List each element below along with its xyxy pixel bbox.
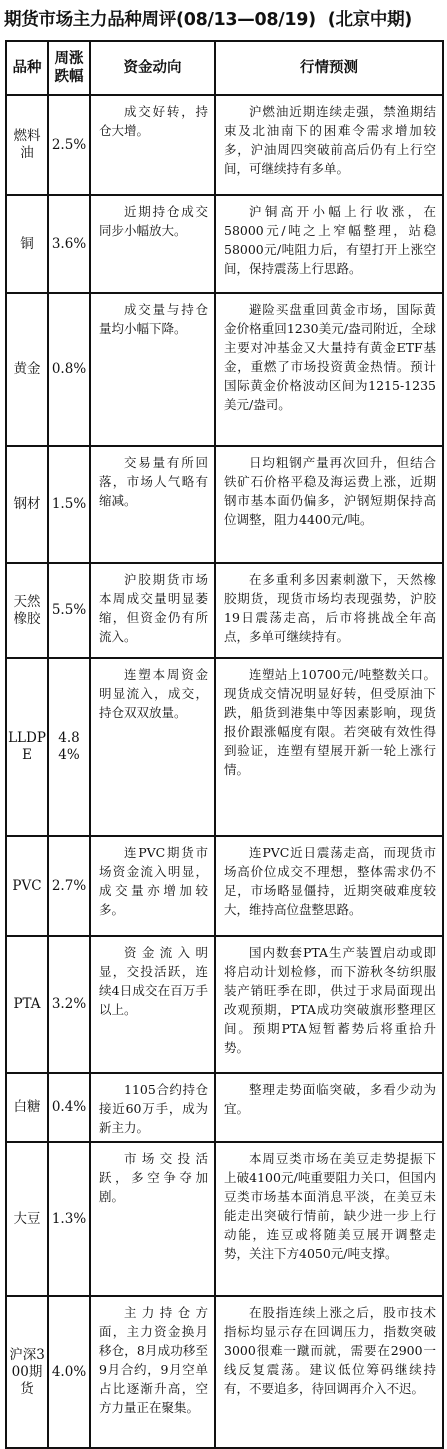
table-row	[6, 195, 443, 293]
page-title	[4, 0, 444, 40]
table-row	[6, 563, 443, 658]
row-forecast: 日均粗钢产量再次回升，但结合铁矿石价格平稳及海运费上涨，近期钢市基本面仍偏多，沪钢短期保持高位调整，阻力4400元/吨。	[215, 446, 443, 563]
row-fund: 市场交投活跃，多空争夺加剧。	[90, 1142, 215, 1296]
table-row	[6, 1142, 443, 1296]
row-change: 3.2%	[48, 936, 90, 1073]
row-fund: 连塑本周资金明显流入，成交，持仓双双放量。	[90, 658, 215, 836]
row-fund: 1105合约持仓接近60万手，成为新主力。	[90, 1073, 215, 1142]
row-fund: 成交量与持仓量均小幅下降。	[90, 293, 215, 446]
row-name: PVC	[6, 836, 48, 936]
row-forecast: 在多重利多因素刺激下，天然橡胶期货，现货市场均表现强势，沪胶19日震荡走高，后市将挑战全年高点，多单可继续持有。	[215, 563, 443, 658]
row-forecast: 避险买盘重回黄金市场，国际黄金价格重回1230美元/盎司附近，全球主要对冲基金又大量持有黄金ETF基金，重燃了市场投资黄金热情。预计国际黄金价格波动区间为1215-1235美元/盎司。	[215, 293, 443, 446]
row-fund: 主力持仓方面，主力资金换月移仓，8月成功移至9月合约，9月空单占比逐渐升高，空方力量正在聚集。	[90, 1296, 215, 1448]
row-change: 0.8%	[48, 293, 90, 446]
row-forecast: 本周豆类市场在美豆走势提振下上破4100元/吨重要阻力关口，但国内豆类市场基本面消息平淡，在美豆未能走出突破行情前，缺少进一步上行动能，连豆或将随美豆展开调整走势，关注下方4050元/吨支撑。	[215, 1142, 443, 1296]
row-forecast: 沪铜高开小幅上行收涨，在58000元/吨之上窄幅整理，站稳58000元/吨阻力后，有望打开上涨空间，保持震荡上行思路。	[215, 195, 443, 293]
row-forecast: 在股指连续上涨之后，股市技术指标均显示存在回调压力，指数突破3000很难一蹴而就，需要在2900一线反复震荡。建议低位筹码继续持有，不要追多，待回调再介入不迟。	[215, 1296, 443, 1448]
row-fund: 近期持仓成交同步小幅放大。	[90, 195, 215, 293]
row-name: PTA	[6, 936, 48, 1073]
row-forecast: 连塑站上10700元/吨整数关口。现货成交情况明显好转，但受原油下跌，船货到港集中等因素影响，现货报价跟涨幅度有限。若突破有效性得到验证，连塑有望展开新一轮上涨行情。	[215, 658, 443, 836]
row-change: 3.6%	[48, 195, 90, 293]
table-row	[6, 293, 443, 446]
row-change: 2.5%	[48, 95, 90, 195]
table-row	[6, 658, 443, 836]
row-fund: 资金流入明显，交投活跃，连续4日成交在百万手以上。	[90, 936, 215, 1073]
row-change: 4.0%	[48, 1296, 90, 1448]
row-fund: 连PVC期货市场资金流入明显，成交量亦增加较多。	[90, 836, 215, 936]
row-forecast: 整理走势面临突破，多看少动为宜。	[215, 1073, 443, 1142]
row-name: 铜	[6, 195, 48, 293]
table-row	[6, 446, 443, 563]
table-row	[6, 1296, 443, 1448]
header-forecast: 行情预测	[215, 41, 443, 95]
row-forecast: 国内数套PTA生产装置启动或即将启动计划检修，而下游秋冬纺织服装产销旺季在即，供过于求局面现出改观预期，PTA成功突破旗形整理区间。预期PTA短暂蓄势后将重拾升势。	[215, 936, 443, 1073]
row-name: 沪深300期货	[6, 1296, 48, 1448]
header-name: 品种	[6, 41, 48, 95]
table-row	[6, 836, 443, 936]
row-forecast: 沪燃油近期连续走强，禁渔期结束及北油南下的困难令需求增加较多，沪油周四突破前高后仍有上行空间，可继续持有多单。	[215, 95, 443, 195]
row-name: 大豆	[6, 1142, 48, 1296]
row-name: 燃料油	[6, 95, 48, 195]
title-source: (北京中期)	[327, 10, 412, 30]
row-forecast: 连PVC近日震荡走高，而现货市场高价位成交不理想，整体需求仍不足，市场略显僵持，近期突破难度较大，维持高位盘整思路。	[215, 836, 443, 936]
table-row	[6, 936, 443, 1073]
row-change: 4.84%	[48, 658, 90, 836]
row-fund: 交易量有所回落，市场人气略有缩减。	[90, 446, 215, 563]
title-main: 期货市场主力品种周评(08/13—08/19)	[4, 10, 316, 30]
row-change: 5.5%	[48, 563, 90, 658]
row-fund: 成交好转，持仓大增。	[90, 95, 215, 195]
header-change: 周涨跌幅	[48, 41, 90, 95]
futures-weekly-review-table	[5, 40, 444, 1449]
table-header-row	[6, 41, 443, 95]
header-fund: 资金动向	[90, 41, 215, 95]
row-change: 0.4%	[48, 1073, 90, 1142]
row-change: 1.3%	[48, 1142, 90, 1296]
row-name: 黄金	[6, 293, 48, 446]
row-change: 1.5%	[48, 446, 90, 563]
row-name: 天然橡胶	[6, 563, 48, 658]
row-fund: 沪胶期货市场本周成交量明显萎缩，但资金仍有所流入。	[90, 563, 215, 658]
row-name: 钢材	[6, 446, 48, 563]
table-row	[6, 1073, 443, 1142]
row-name: 白糖	[6, 1073, 48, 1142]
row-change: 2.7%	[48, 836, 90, 936]
row-name: LLDPE	[6, 658, 48, 836]
table-row	[6, 95, 443, 195]
